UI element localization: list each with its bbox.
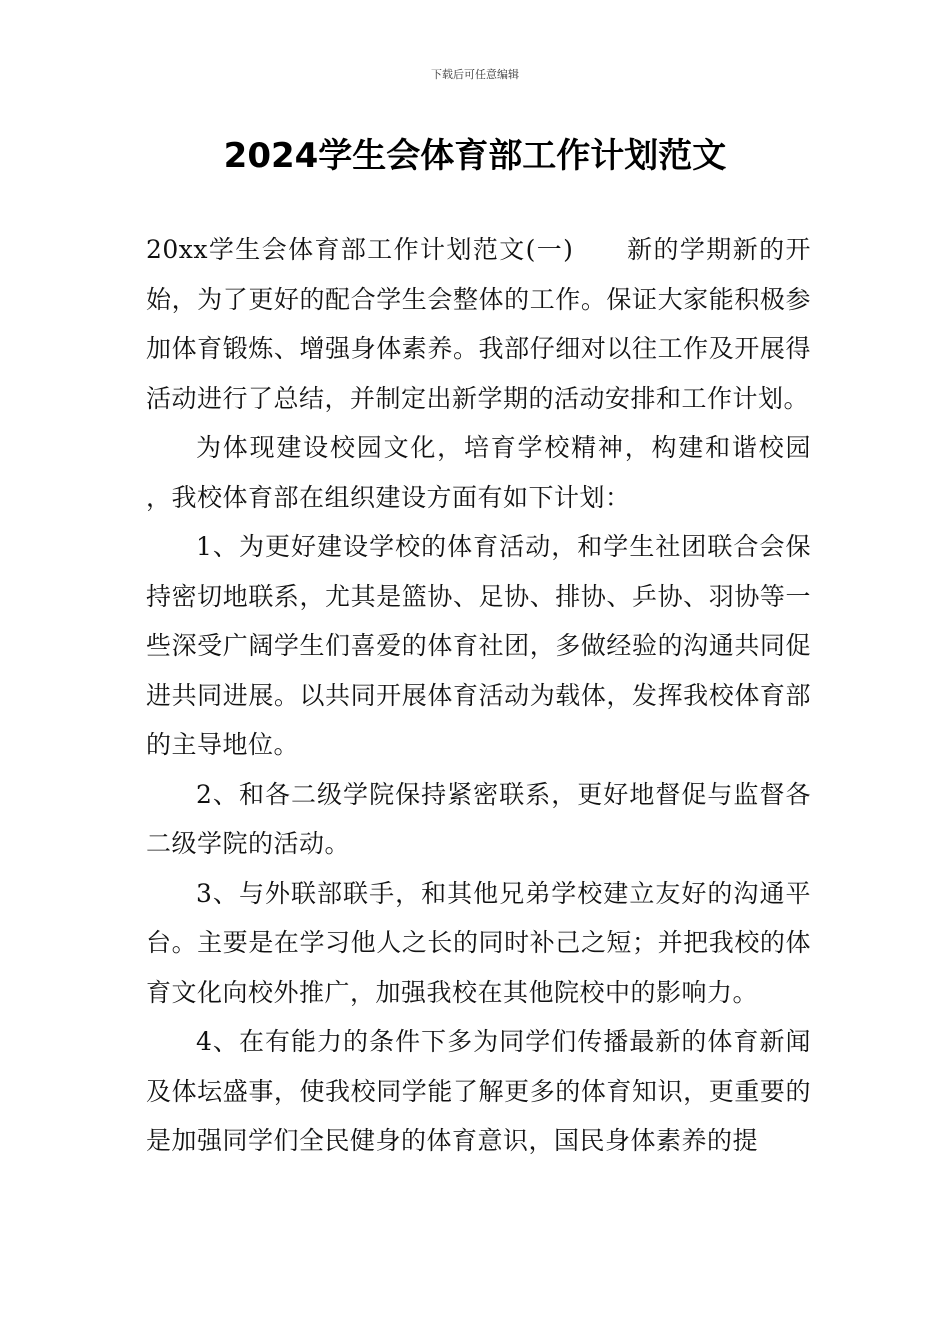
paragraph-intro: 20xx学生会体育部工作计划范文(一) 新的学期新的开始，为了更好的配合学生会整体的工作。保证大家能积极参加体育锻炼、增强身体素养。我部仔细对以往工作及开展得活动进行了总结，并制定出新学期的活动安排和工作计划。 — [146, 235, 811, 413]
paragraph-item-4: 4、在有能力的条件下多为同学们传播最新的体育新闻及体坛盛事，使我校同学能了解更多的体育知识，更重要的是加强同学们全民健身的体育意识，国民身体素养的提 — [146, 1027, 811, 1155]
header-note: 下载后可任意编辑 — [431, 68, 519, 81]
paragraph-item-3: 3、与外联部联手，和其他兄弟学校建立友好的沟通平台。主要是在学习他人之长的同时补己之短；并把我校的体育文化向校外推广，加强我校在其他院校中的影响力。 — [146, 878, 811, 1007]
paragraph-item-1: 1、为更好建设学校的体育活动，和学生社团联合会保持密切地联系，尤其是篮协、足协、排协、乒协、羽协等一些深受广阔学生们喜爱的体育社团，多做经验的沟通共同促进共同进展。以共同开展体育活动为载体，发挥我校体育部的主导地位。 — [146, 532, 811, 759]
paragraph-overview: 为体现建设校园文化，培育学校精神，构建和谐校园 ，我校体育部在组织建设方面有如下计划： — [146, 433, 811, 512]
document-body — [146, 225, 811, 1166]
paragraph-item-2: 2、和各二级学院保持紧密联系，更好地督促与监督各二级学院的活动。 — [146, 779, 811, 858]
document-title: 2024学生会体育部工作计划范文 — [223, 136, 727, 176]
